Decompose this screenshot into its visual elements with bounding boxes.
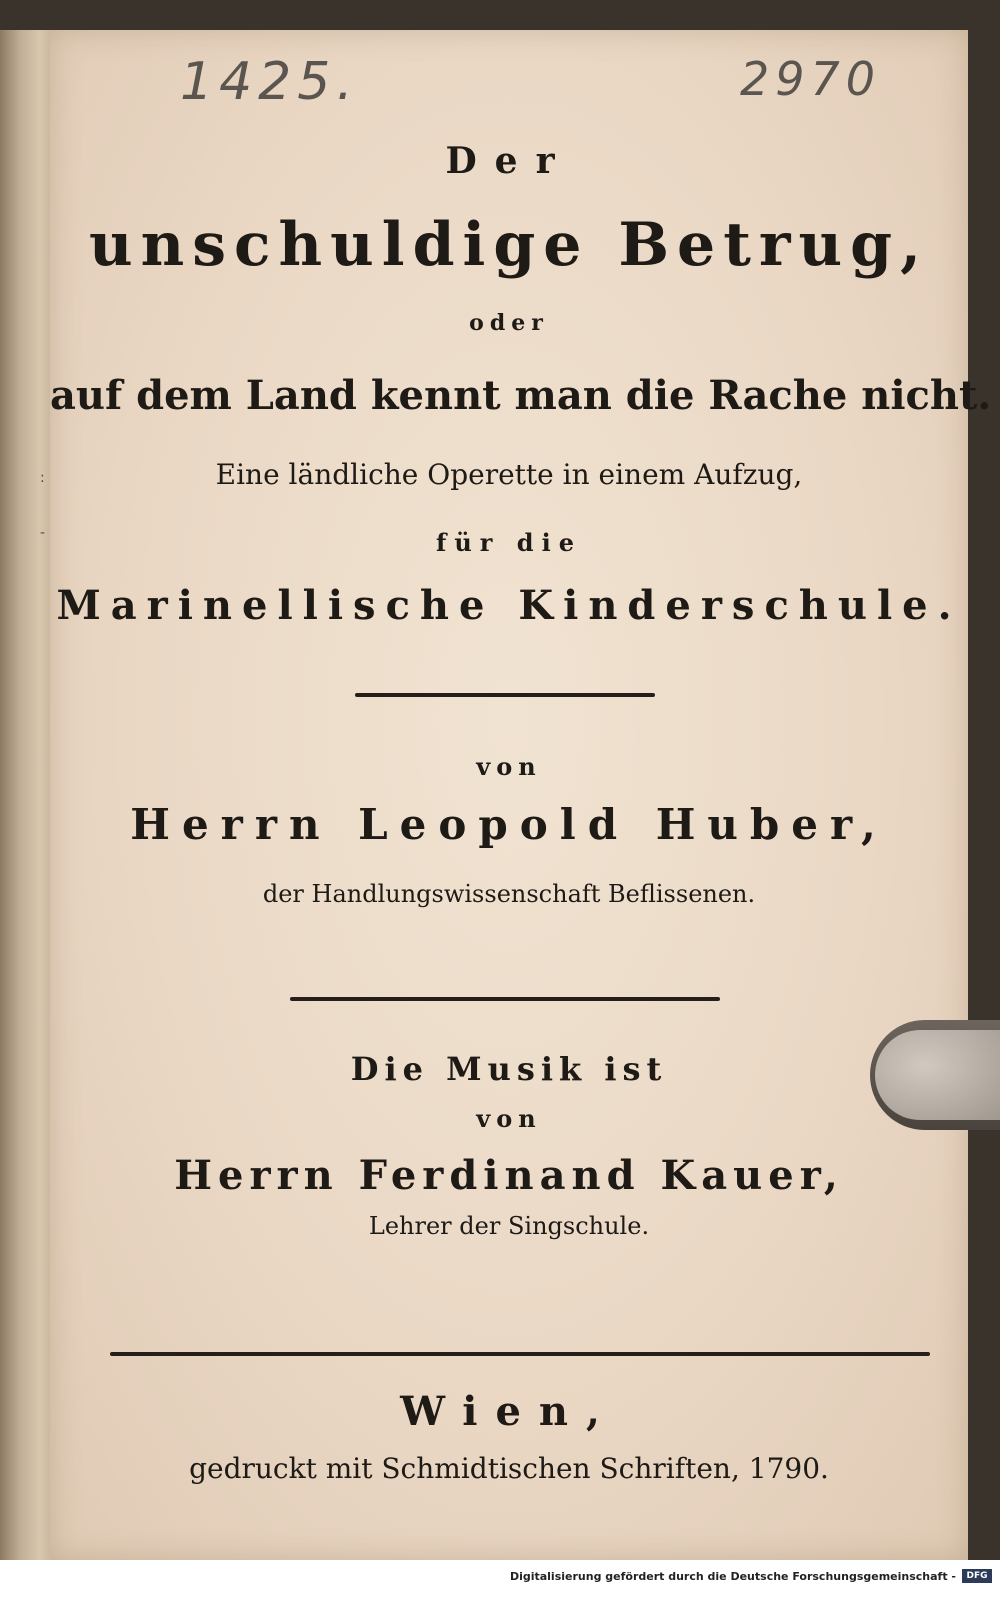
divider-rule — [110, 1352, 930, 1356]
author-von: von — [476, 752, 542, 781]
dfg-logo-icon: DFG — [962, 1569, 992, 1583]
composer-title: Lehrer der Singschule. — [368, 1212, 650, 1240]
digitization-footer — [0, 1560, 1000, 1618]
title-line-der: Der — [445, 140, 573, 182]
dfg-credit: Digitalisierung gefördert durch die Deutsche Forschungsgemeinschaft - — [509, 1570, 956, 1583]
author-title: der Handlungswissenschaft Beflissenen. — [262, 880, 756, 908]
page-clip-highlight — [875, 1030, 1000, 1120]
music-von: von — [476, 1104, 542, 1133]
spine-mark: - — [40, 525, 46, 541]
handwritten-number: 2970 — [740, 52, 882, 106]
title-line-fuer-die: für die — [436, 528, 582, 557]
music-line: Die Musik ist — [350, 1050, 668, 1088]
divider-rule — [290, 997, 720, 1001]
spine-mark: : — [40, 470, 45, 486]
title-line-oder: oder — [469, 310, 549, 336]
author-name: Herrn Leopold Huber, — [130, 800, 888, 849]
imprint-city: Wien, — [400, 1388, 618, 1435]
divider-rule — [355, 693, 655, 697]
title-main: unschuldige Betrug, — [88, 210, 930, 280]
handwritten-shelfmark: 1425. — [180, 52, 359, 112]
genre-line: Eine ländliche Operette in einem Aufzug, — [215, 458, 803, 491]
book-spine — [0, 30, 50, 1560]
composer-name: Herrn Ferdinand Kauer, — [174, 1152, 844, 1199]
imprint-printer: gedruckt mit Schmidtischen Schriften, 1790. — [189, 1452, 829, 1485]
title-subtitle: auf dem Land kennt man die Rache nicht. — [50, 372, 992, 419]
school-name: Marinellische Kinderschule. — [56, 582, 962, 629]
